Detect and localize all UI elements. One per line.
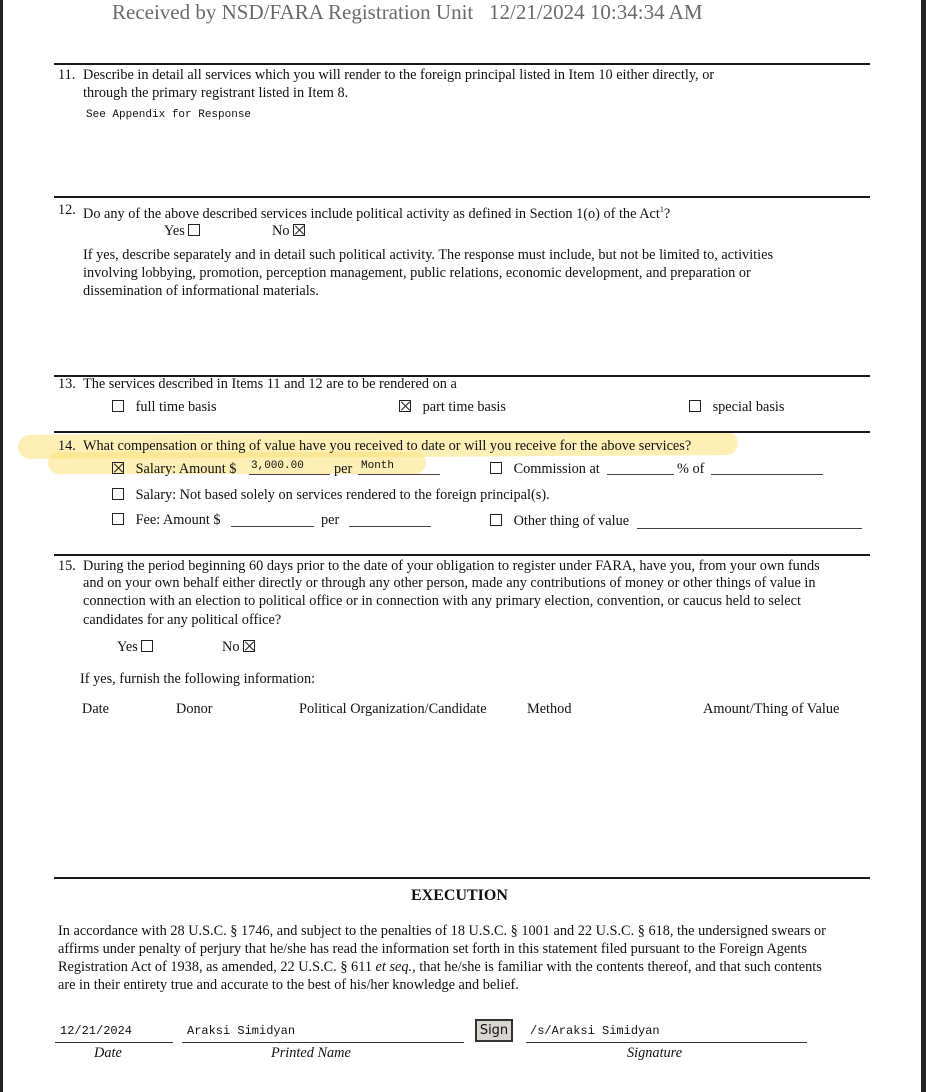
other-thing-label: Other thing of value xyxy=(513,513,630,529)
item12-instructions-line3: dissemination of informational materials. xyxy=(83,283,319,299)
item12-no-checkbox[interactable] xyxy=(293,224,305,236)
signature-field[interactable]: /s/Araksi Simidyan xyxy=(530,1024,660,1038)
salary-amount-value: 3,000.00 xyxy=(251,460,304,472)
item13-option-special[interactable] xyxy=(689,398,784,416)
item13-option-part-time[interactable] xyxy=(399,398,506,416)
sign-button[interactable]: Sign xyxy=(475,1019,513,1042)
part-time-label: part time basis xyxy=(422,399,506,415)
commission-label: Commission at xyxy=(513,461,600,477)
fee-checkbox[interactable] xyxy=(112,513,124,525)
item11-number: 11. xyxy=(58,67,76,83)
item15-furnish-instructions: If yes, furnish the following information: xyxy=(80,671,316,687)
item14-number: 14. xyxy=(58,438,76,454)
column-header-amount: Amount/Thing of Value xyxy=(703,701,840,717)
salary-not-based-checkbox[interactable] xyxy=(112,488,124,500)
column-header-date: Date xyxy=(82,701,109,717)
fee-amount-field[interactable] xyxy=(231,512,314,527)
section-divider xyxy=(54,196,870,198)
item14-other-option[interactable] xyxy=(490,512,629,530)
item15-question-line3: connection with an election to political office or in connection with any primary election, convention, or caucus held to select xyxy=(83,593,801,609)
other-thing-checkbox[interactable] xyxy=(490,514,502,526)
column-header-method: Method xyxy=(527,701,572,717)
section-divider xyxy=(54,431,870,433)
item15-number: 15. xyxy=(58,558,76,574)
signature-label: Signature xyxy=(627,1045,683,1061)
item12-yes-option[interactable] xyxy=(164,222,200,240)
item14-question: What compensation or thing of value have you received to date or will you receive for the above services? xyxy=(83,438,692,454)
execution-text-line1: In accordance with 28 U.S.C. § 1746, and subject to the penalties of 18 U.S.C. § 1001 and 22 U.S.C. § 618, the undersigned swears or xyxy=(58,923,826,939)
execution-text-line2: affirms under penalty of perjury that he/she has read the information set forth in this statement filed pursuant to the Foreign Agents xyxy=(58,941,807,957)
item12-no-option[interactable] xyxy=(272,222,305,240)
other-thing-field[interactable] xyxy=(637,514,862,529)
item15-no-checkbox[interactable] xyxy=(243,640,255,652)
salary-period-value: Month xyxy=(361,460,395,472)
item12-question xyxy=(83,201,670,223)
salary-period-field[interactable] xyxy=(358,460,440,475)
item14-salary-option[interactable] xyxy=(112,460,236,478)
special-basis-checkbox[interactable] xyxy=(689,400,701,412)
et-seq: et seq. xyxy=(375,959,413,975)
printed-name-field[interactable]: Araksi Simidyan xyxy=(187,1024,296,1038)
item15-no-option[interactable] xyxy=(222,638,255,656)
commission-of-field[interactable] xyxy=(711,460,823,475)
received-stamp: Received by NSD/FARA Registration Unit 12/21/2024 10:34:34 AM xyxy=(112,0,703,24)
column-header-political-organization: Political Organization/Candidate xyxy=(299,701,487,717)
per-label: per xyxy=(334,461,353,477)
item13-option-full-time[interactable] xyxy=(112,398,217,416)
item12-instructions-line1: If yes, describe separately and in detail such political activity. The response must include, but not be limited to, activities xyxy=(83,247,774,263)
execution-text-line3 xyxy=(58,958,822,976)
date-line xyxy=(55,1042,173,1043)
execution-text-line4: are in their entirety true and accurate to the best of his/her knowledge and belief. xyxy=(58,977,519,993)
item14-commission-option[interactable] xyxy=(490,460,600,478)
item13-question: The services described in Items 11 and 12 are to be rendered on a xyxy=(83,376,457,392)
salary-checkbox[interactable] xyxy=(112,462,124,474)
footnote-ref: 1 xyxy=(659,205,664,214)
column-header-donor: Donor xyxy=(176,701,213,717)
item14-fee-option[interactable] xyxy=(112,511,221,529)
item14-salary-not-based-option[interactable] xyxy=(112,486,550,504)
execution-text-line3-b: , that he/she is familiar with the contents thereof, and that such contents xyxy=(412,959,822,975)
commission-checkbox[interactable] xyxy=(490,462,502,474)
fee-label: Fee: Amount $ xyxy=(135,512,221,528)
printed-name-line xyxy=(182,1042,464,1043)
salary-label: Salary: Amount $ xyxy=(135,461,237,477)
section-divider xyxy=(54,554,870,556)
full-time-label: full time basis xyxy=(135,399,217,415)
fee-period-field[interactable] xyxy=(349,512,431,527)
no-label: No xyxy=(272,223,290,239)
item11-question-line2: through the primary registrant listed in Item 8. xyxy=(83,85,349,101)
salary-not-based-label: Salary: Not based solely on services rendered to the foreign principal(s). xyxy=(135,487,550,503)
item12-question-text: Do any of the above described services include political activity as defined in Section 1(o) of the Act xyxy=(83,205,660,222)
commission-percent-field[interactable] xyxy=(607,460,674,475)
signature-line xyxy=(526,1042,807,1043)
item12-instructions-line2: involving lobbying, promotion, perception management, public relations, economic development, and preparation or xyxy=(83,265,751,281)
item15-yes-option[interactable] xyxy=(117,638,153,656)
special-basis-label: special basis xyxy=(712,399,785,415)
item11-question-line1: Describe in detail all services which you will render to the foreign principal listed in Item 10 either directly, or xyxy=(83,67,715,83)
date-label: Date xyxy=(94,1045,122,1061)
execution-title: EXECUTION xyxy=(411,887,508,904)
part-time-checkbox[interactable] xyxy=(399,400,411,412)
item13-number: 13. xyxy=(58,376,76,392)
no-label: No xyxy=(222,639,240,655)
item12-question-mark: ? xyxy=(663,205,671,222)
window-edge-left xyxy=(0,0,3,1092)
item15-yes-checkbox[interactable] xyxy=(141,640,153,652)
item15-question-line1: During the period beginning 60 days prior to the date of your obligation to register under FARA, have you, from your own funds xyxy=(83,558,820,574)
execution-text-line3-a: Registration Act of 1938, as amended, 22 U.S.C. § 611 xyxy=(58,959,376,975)
item15-question-line4: candidates for any political office? xyxy=(83,612,282,628)
section-divider xyxy=(54,63,870,65)
window-edge-right xyxy=(921,0,926,1092)
date-field[interactable]: 12/21/2024 xyxy=(60,1024,133,1038)
item12-yes-checkbox[interactable] xyxy=(188,224,200,236)
item11-response-field[interactable]: See Appendix for Response xyxy=(86,109,252,121)
percent-of-label: % of xyxy=(677,461,705,477)
item15-question-line2: and on your own behalf either directly or through any other person, made any contributions of money or other things of value in xyxy=(83,575,816,591)
yes-label: Yes xyxy=(117,639,138,655)
fee-per-label: per xyxy=(321,512,340,528)
full-time-checkbox[interactable] xyxy=(112,400,124,412)
section-divider xyxy=(54,877,870,879)
yes-label: Yes xyxy=(164,223,185,239)
printed-name-label: Printed Name xyxy=(271,1045,351,1061)
item12-number: 12. xyxy=(58,202,76,218)
salary-amount-field[interactable] xyxy=(249,460,330,475)
